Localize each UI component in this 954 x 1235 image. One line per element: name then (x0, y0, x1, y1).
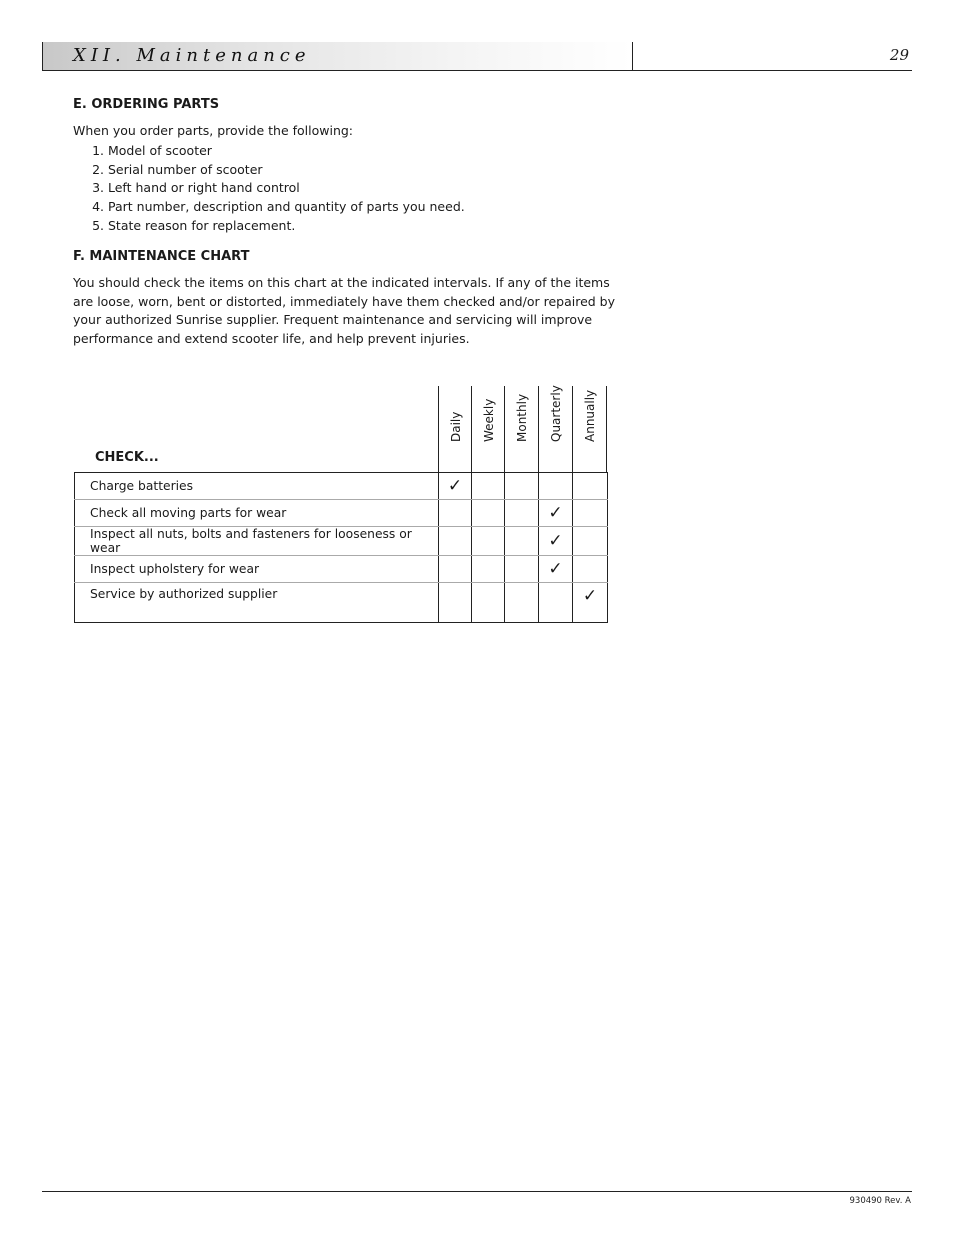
column-header-weekly: Weekly (471, 386, 505, 472)
chart-header (74, 386, 607, 472)
table-row (75, 527, 608, 556)
page-number: 29 (889, 46, 909, 64)
section-e-intro: When you order parts, provide the following: (73, 123, 354, 138)
table-row (75, 556, 608, 583)
section-e-heading: E. ORDERING PARTS (73, 97, 220, 112)
checkmark-icon: ✓ (548, 503, 563, 523)
check-cell-daily (439, 527, 472, 556)
check-cell-quarterly (539, 500, 573, 527)
list-item: 3. Left hand or right hand control (108, 179, 633, 198)
checkmark-icon: ✓ (548, 559, 563, 579)
check-cell-quarterly (539, 556, 573, 583)
check-cell-annually (573, 473, 608, 500)
checkmark-icon: ✓ (447, 476, 463, 496)
section-f-heading: F. MAINTENANCE CHART (73, 248, 250, 264)
section-f-body: You should check the items on this chart at the indicated intervals. If any of the items are loose, worn, bent or distorted, immediately have them checked and/or repaired by your authorized Sunrise supplier. Frequent maintenance and servicing will improve performance and extend scooter life, and help prevent injuries. (73, 274, 616, 347)
check-cell-quarterly (539, 583, 573, 623)
list-item: 2. Serial number of scooter (108, 161, 633, 180)
check-cell-weekly (472, 527, 505, 556)
chart-item-label: Inspect upholstery for wear (75, 556, 439, 583)
check-cell-annually (573, 556, 608, 583)
check-cell-annually (573, 583, 608, 623)
check-cell-quarterly (539, 527, 573, 556)
check-cell-monthly (505, 527, 539, 556)
check-cell-quarterly (539, 473, 573, 500)
document-code: 930490 Rev. A (849, 1196, 911, 1206)
ordering-parts-list (73, 142, 633, 236)
check-cell-monthly (505, 583, 539, 623)
chapter-title: XII. Maintenance (73, 45, 311, 66)
list-item: 1. Model of scooter (108, 142, 633, 161)
check-cell-annually (573, 500, 608, 527)
table-row (75, 473, 608, 500)
column-header-daily: Daily (438, 386, 472, 472)
check-cell-weekly (472, 556, 505, 583)
check-cell-weekly (472, 500, 505, 527)
chart-item-label: Check all moving parts for wear (75, 500, 439, 527)
chart-item-label: Service by authorized supplier (75, 583, 439, 623)
page-header (42, 42, 912, 71)
table-row (75, 583, 608, 623)
header-title-band (42, 42, 633, 70)
check-cell-daily (439, 500, 472, 527)
check-label: CHECK... (95, 450, 159, 465)
check-cell-weekly (472, 473, 505, 500)
column-header-quarterly: Quarterly (538, 386, 573, 472)
list-item: 4. Part number, description and quantity of parts you need. (108, 198, 633, 217)
checkmark-icon: ✓ (548, 531, 563, 551)
chart-item-label: Charge batteries (75, 473, 439, 500)
check-cell-daily (439, 473, 472, 500)
check-cell-monthly (505, 500, 539, 527)
column-header-annually: Annually (572, 386, 607, 472)
check-cell-daily (439, 583, 472, 623)
check-cell-monthly (505, 556, 539, 583)
table-row (75, 500, 608, 527)
maintenance-chart (74, 386, 607, 623)
checkmark-icon: ✓ (582, 586, 598, 606)
main-content (73, 96, 633, 349)
check-cell-annually (573, 527, 608, 556)
maintenance-table (74, 472, 608, 623)
check-cell-monthly (505, 473, 539, 500)
check-cell-daily (439, 556, 472, 583)
chart-item-label: Inspect all nuts, bolts and fasteners for looseness or wear (75, 527, 439, 556)
check-cell-weekly (472, 583, 505, 623)
column-header-monthly: Monthly (504, 386, 539, 472)
list-item: 5. State reason for replacement. (108, 217, 633, 236)
footer-rule (42, 1191, 912, 1192)
